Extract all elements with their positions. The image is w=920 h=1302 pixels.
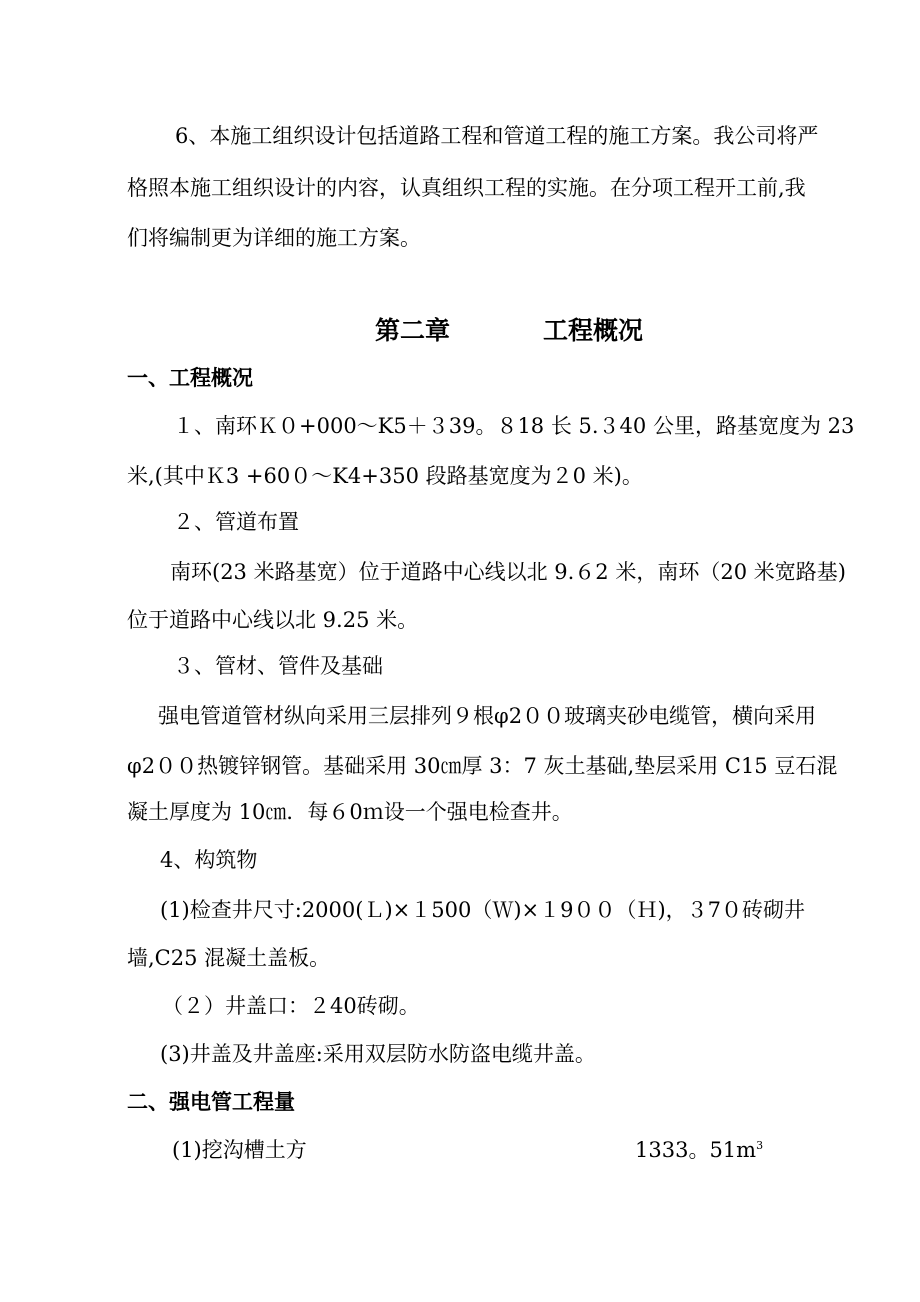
intro-item6-line1: 6、本施工组织设计包括道路工程和管道工程的施工方案。我公司将严 [175,124,819,148]
section1-item2-heading: ２、管道布置 [173,510,299,534]
section2-heading: 二、强电管工程量 [127,1090,295,1114]
section1-item4-heading: 4、构筑物 [160,848,258,872]
quantity-number: 1333。51m [635,1138,757,1162]
section1-item4-2: （２）井盖口：２40砖砌。 [162,994,420,1018]
quantity-label: (1)挖沟槽土方 [172,1138,307,1162]
section1-item2-line1: 南环(23 米路基宽）位于道路中心线以北 9.６2 米，南环（20 米宽路基) [170,560,846,584]
section1-item3-heading: ３、管材、管件及基础 [173,654,383,678]
section1-item2-line2: 位于道路中心线以北 9.25 米。 [127,608,419,632]
section1-item3-line2: φ2００热镀锌钢管。基础采用 30㎝厚 3：7 灰土基础,垫层采用 C15 豆石混 [127,754,838,778]
quantity-value [635,1138,763,1162]
section1-heading: 一、工程概况 [127,366,253,390]
intro-item6-line2: 格照本施工组织设计的内容，认真组织工程的实施。在分项工程开工前,我 [127,176,806,200]
section1-item4-1-line1: (1)检查井尺寸:2000(Ｌ)×１500（Ｗ)×１9００（Ｈ)，３7０砖砌井 [160,898,806,922]
chapter-title: 工程概况 [543,316,644,345]
section1-item3-line3: 凝土厚度为 10㎝．每６0ｍ设一个强电检查井。 [127,800,573,824]
chapter-number: 第二章 [375,316,451,345]
section1-item4-1-line2: 墙,C25 混凝土盖板。 [127,946,331,970]
section1-item1-line2: 米,(其中Ｋ3 +60０～K4+350 段路基宽度为２0 米)。 [127,464,643,488]
intro-item6-line3: 们将编制更为详细的施工方案。 [127,226,421,250]
section1-item4-3: (3)井盖及井盖座:采用双层防水防盗电缆井盖。 [160,1042,596,1066]
section1-item1-line1: １、南环Ｋ０+000～K5＋３39。８18 长 5.３40 公里，路基宽度为 23 [173,414,855,438]
quantity-unit-superscript: 3 [756,1139,764,1152]
section1-item3-line1: 强电管道管材纵向采用三层排列９根φ2００玻璃夹砂电缆管，横向采用 [158,704,817,728]
